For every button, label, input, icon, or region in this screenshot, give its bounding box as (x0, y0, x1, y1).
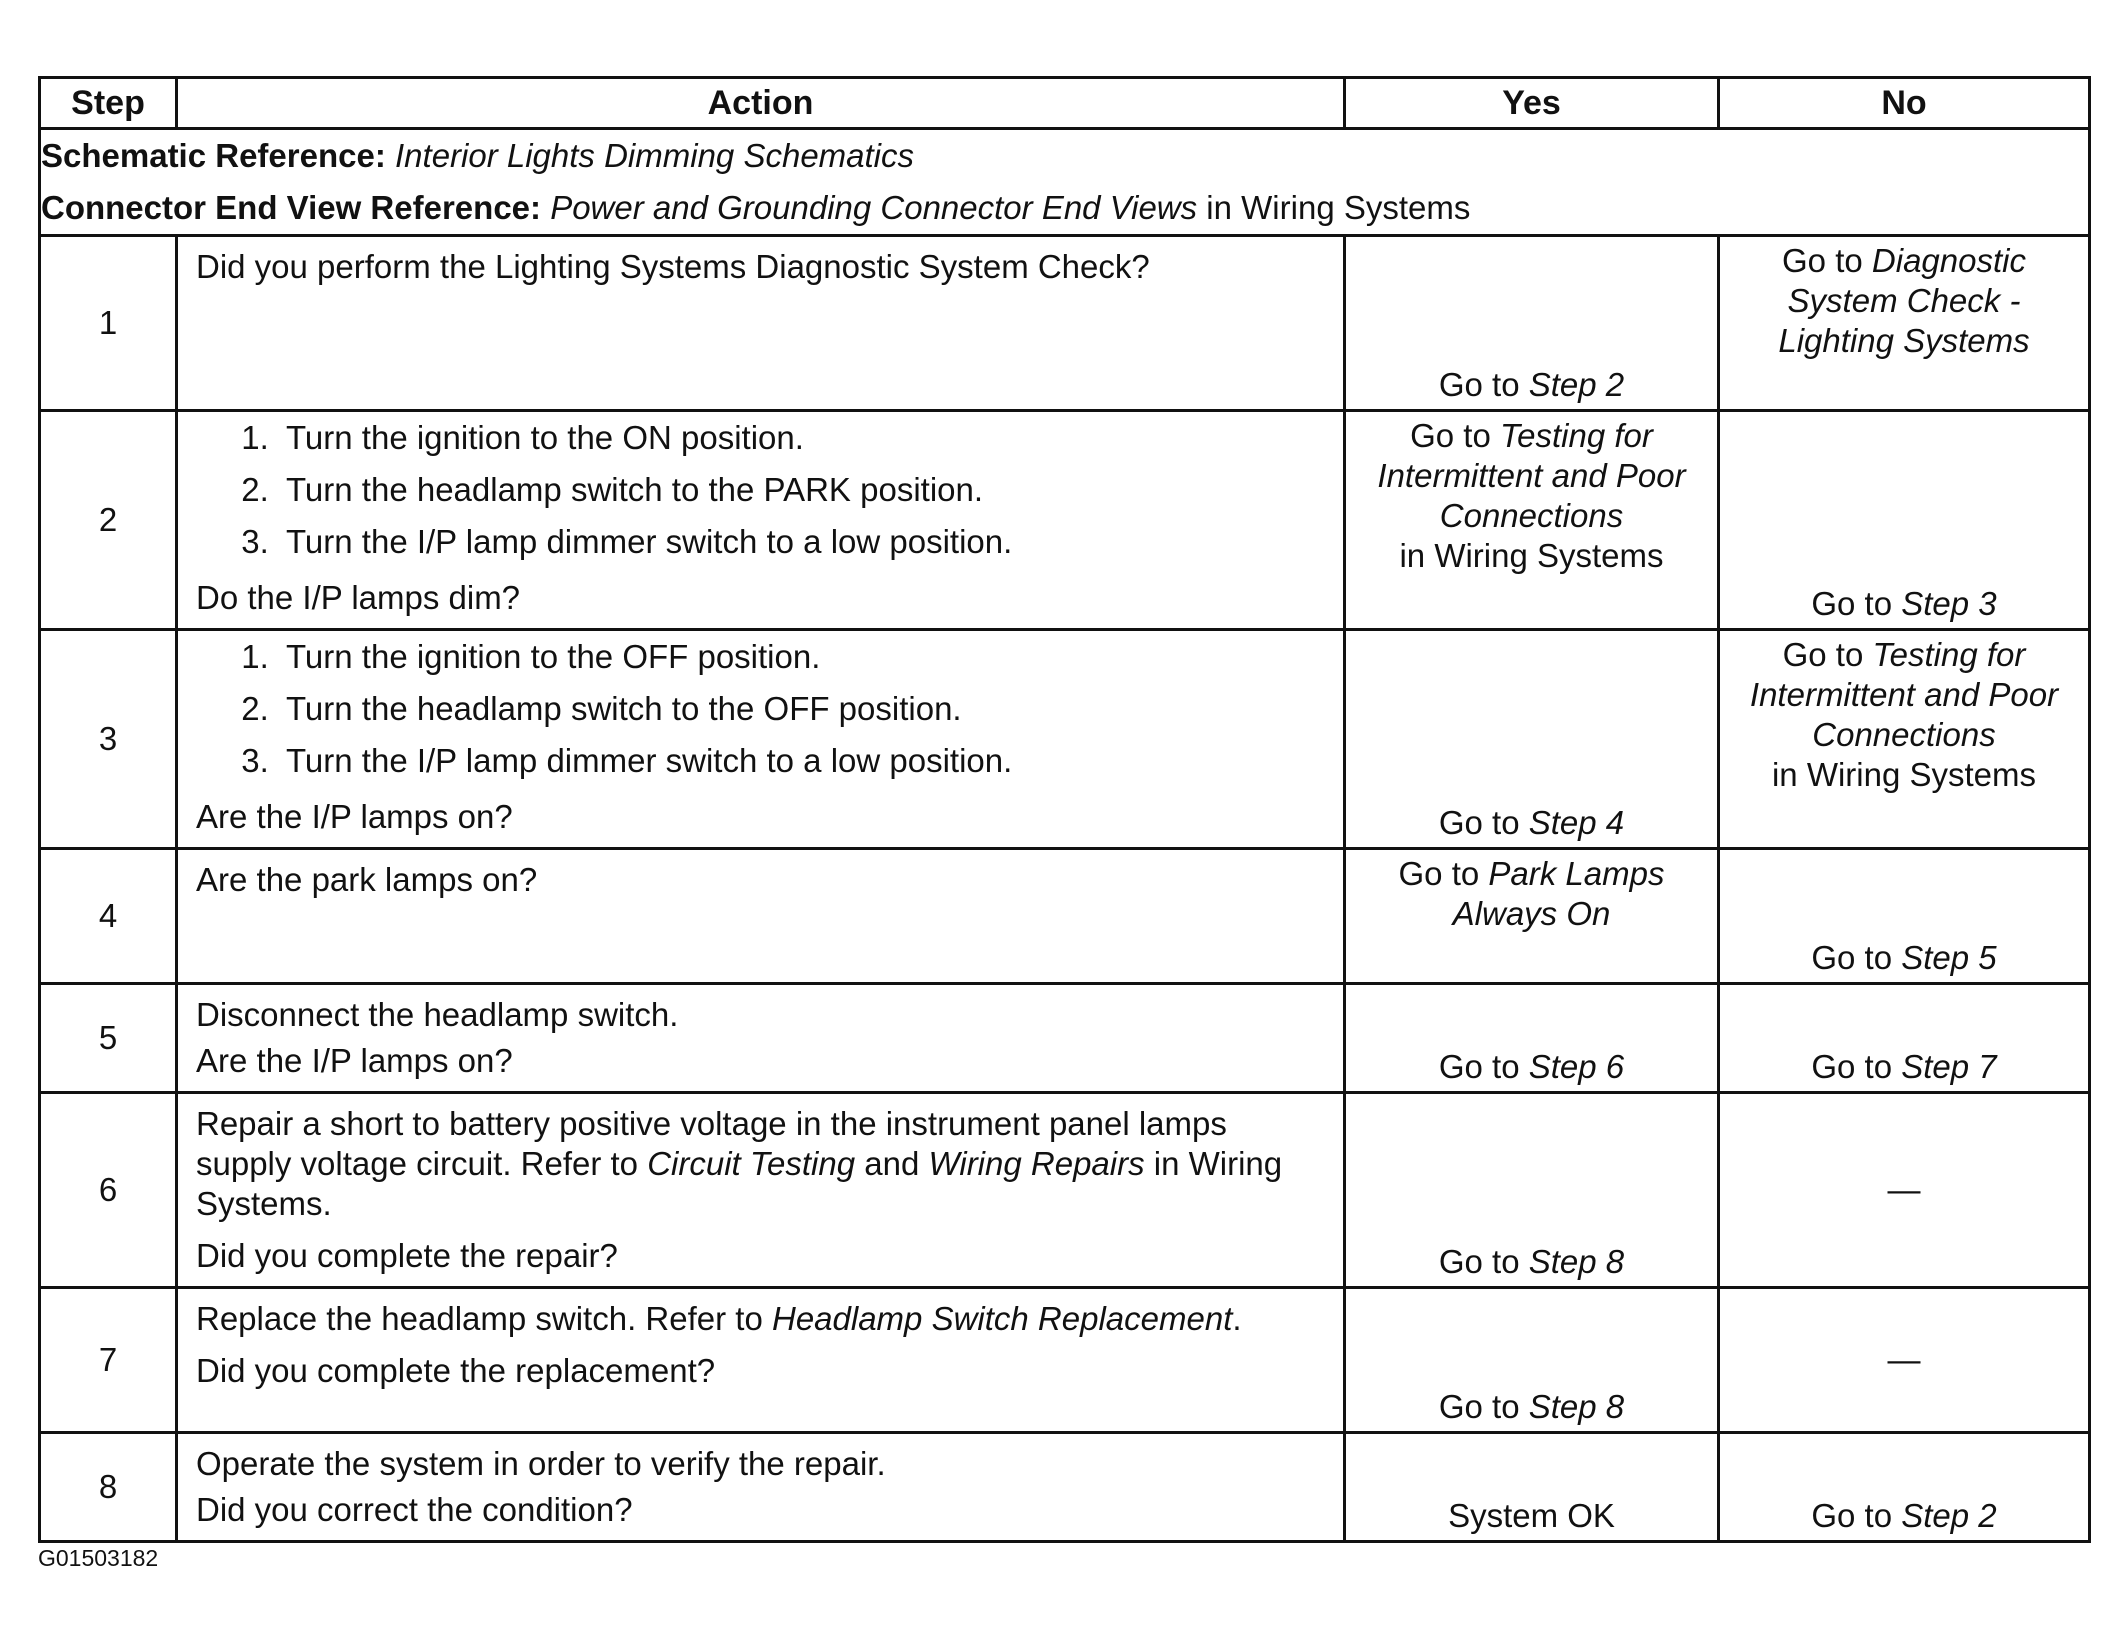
no-result: Go to Diagnostic System Check - Lighting Systems (1778, 242, 2030, 359)
yes-cell (1345, 236, 1719, 411)
yes-cell (1345, 849, 1719, 984)
yes-cell (1345, 411, 1719, 630)
table-row (40, 1288, 2090, 1433)
question-text: Did you complete the replacement? (196, 1352, 716, 1389)
action-text: Replace the headlamp switch. Refer to Headlamp Switch Replacement. (196, 1300, 1242, 1337)
no-cell (1719, 236, 2090, 411)
header-step: Step (40, 78, 177, 129)
list-item: 1. Turn the ignition to the OFF position. (278, 637, 1325, 677)
question-text: Did you complete the repair? (196, 1237, 618, 1274)
no-result: Go to Step 3 (1811, 585, 1997, 622)
question-text: Are the I/P lamps on? (196, 1042, 513, 1079)
yes-result: Go to Step 8 (1438, 1388, 1625, 1425)
yes-cell (1345, 630, 1719, 849)
yes-result: Go to Step 4 (1438, 804, 1625, 841)
table-row (40, 984, 2090, 1093)
diagnostic-table (38, 76, 2091, 1543)
yes-cell (1345, 1093, 1719, 1288)
schematic-reference (41, 130, 2088, 182)
action-cell (177, 1288, 1345, 1433)
table-row (40, 630, 2090, 849)
yes-result: Go to Testing for Intermittent and Poor Connections in Wiring Systems (1377, 417, 1686, 574)
action-cell (177, 1093, 1345, 1288)
step-number: 8 (40, 1433, 177, 1542)
header-yes: Yes (1345, 78, 1719, 129)
header-row (40, 78, 2090, 129)
schematic-value: Interior Lights Dimming Schematics (395, 137, 915, 174)
connector-suffix: in Wiring Systems (1197, 189, 1471, 226)
no-result: Go to Step 2 (1811, 1497, 1997, 1534)
no-result: Go to Step 5 (1811, 939, 1997, 976)
yes-result: System OK (1448, 1497, 1615, 1534)
list-item: 2. Turn the headlamp switch to the OFF position. (278, 689, 1325, 729)
figure-code: G01503182 (38, 1545, 159, 1571)
no-cell (1719, 1433, 2090, 1542)
no-cell (1719, 849, 2090, 984)
no-result: — (1887, 1341, 1921, 1378)
list-item: 3. Turn the I/P lamp dimmer switch to a low position. (278, 522, 1325, 562)
yes-cell (1345, 1288, 1719, 1433)
question-text: Are the I/P lamps on? (196, 798, 513, 835)
yes-result: Go to Step 8 (1438, 1243, 1625, 1280)
schematic-label: Schematic Reference: (41, 137, 386, 174)
question-text: Did you perform the Lighting Systems Diagnostic System Check? (196, 248, 1150, 285)
action-cell (177, 849, 1345, 984)
no-cell (1719, 1288, 2090, 1433)
no-cell (1719, 630, 2090, 849)
table-row (40, 411, 2090, 630)
no-result: — (1887, 1171, 1921, 1208)
list-item: 1. Turn the ignition to the ON position. (278, 418, 1325, 458)
question-text: Did you correct the condition? (196, 1491, 633, 1528)
step-number: 7 (40, 1288, 177, 1433)
action-list (196, 637, 1325, 793)
table-row (40, 849, 2090, 984)
step-number: 5 (40, 984, 177, 1093)
action-cell (177, 236, 1345, 411)
step-number: 4 (40, 849, 177, 984)
action-text: Repair a short to battery positive voltage in the instrument panel lamps supply voltage circuit. Refer to Circuit Testing and Wiring Repairs in Wiring Systems. (196, 1105, 1283, 1222)
no-cell (1719, 411, 2090, 630)
action-list (196, 418, 1325, 574)
header-no: No (1719, 78, 2090, 129)
yes-cell (1345, 984, 1719, 1093)
action-text: Disconnect the headlamp switch. (196, 996, 679, 1033)
question-text: Are the park lamps on? (196, 861, 538, 898)
reference-row (40, 129, 2090, 236)
no-cell (1719, 1093, 2090, 1288)
table-row (40, 1093, 2090, 1288)
no-result: Go to Testing for Intermittent and Poor Connections in Wiring Systems (1749, 636, 2059, 793)
yes-result: Go to Step 2 (1438, 366, 1625, 403)
yes-result: Go to Step 6 (1438, 1048, 1625, 1085)
action-cell (177, 1433, 1345, 1542)
connector-value: Power and Grounding Connector End Views (550, 189, 1198, 226)
list-item: 3. Turn the I/P lamp dimmer switch to a low position. (278, 741, 1325, 781)
connector-label: Connector End View Reference: (41, 189, 542, 226)
step-number: 2 (40, 411, 177, 630)
table-row (40, 1433, 2090, 1542)
yes-result: Go to Park Lamps Always On (1398, 855, 1665, 932)
header-action: Action (177, 78, 1345, 129)
action-cell (177, 984, 1345, 1093)
question-text: Do the I/P lamps dim? (196, 579, 521, 616)
no-result: Go to Step 7 (1811, 1048, 1997, 1085)
action-cell (177, 411, 1345, 630)
step-number: 3 (40, 630, 177, 849)
action-text: Operate the system in order to verify the repair. (196, 1445, 886, 1482)
reference-cell (40, 129, 2090, 236)
table-row (40, 236, 2090, 411)
step-number: 1 (40, 236, 177, 411)
list-item: 2. Turn the headlamp switch to the PARK position. (278, 470, 1325, 510)
step-number: 6 (40, 1093, 177, 1288)
no-cell (1719, 984, 2090, 1093)
connector-reference (41, 182, 2088, 234)
action-cell (177, 630, 1345, 849)
yes-cell (1345, 1433, 1719, 1542)
